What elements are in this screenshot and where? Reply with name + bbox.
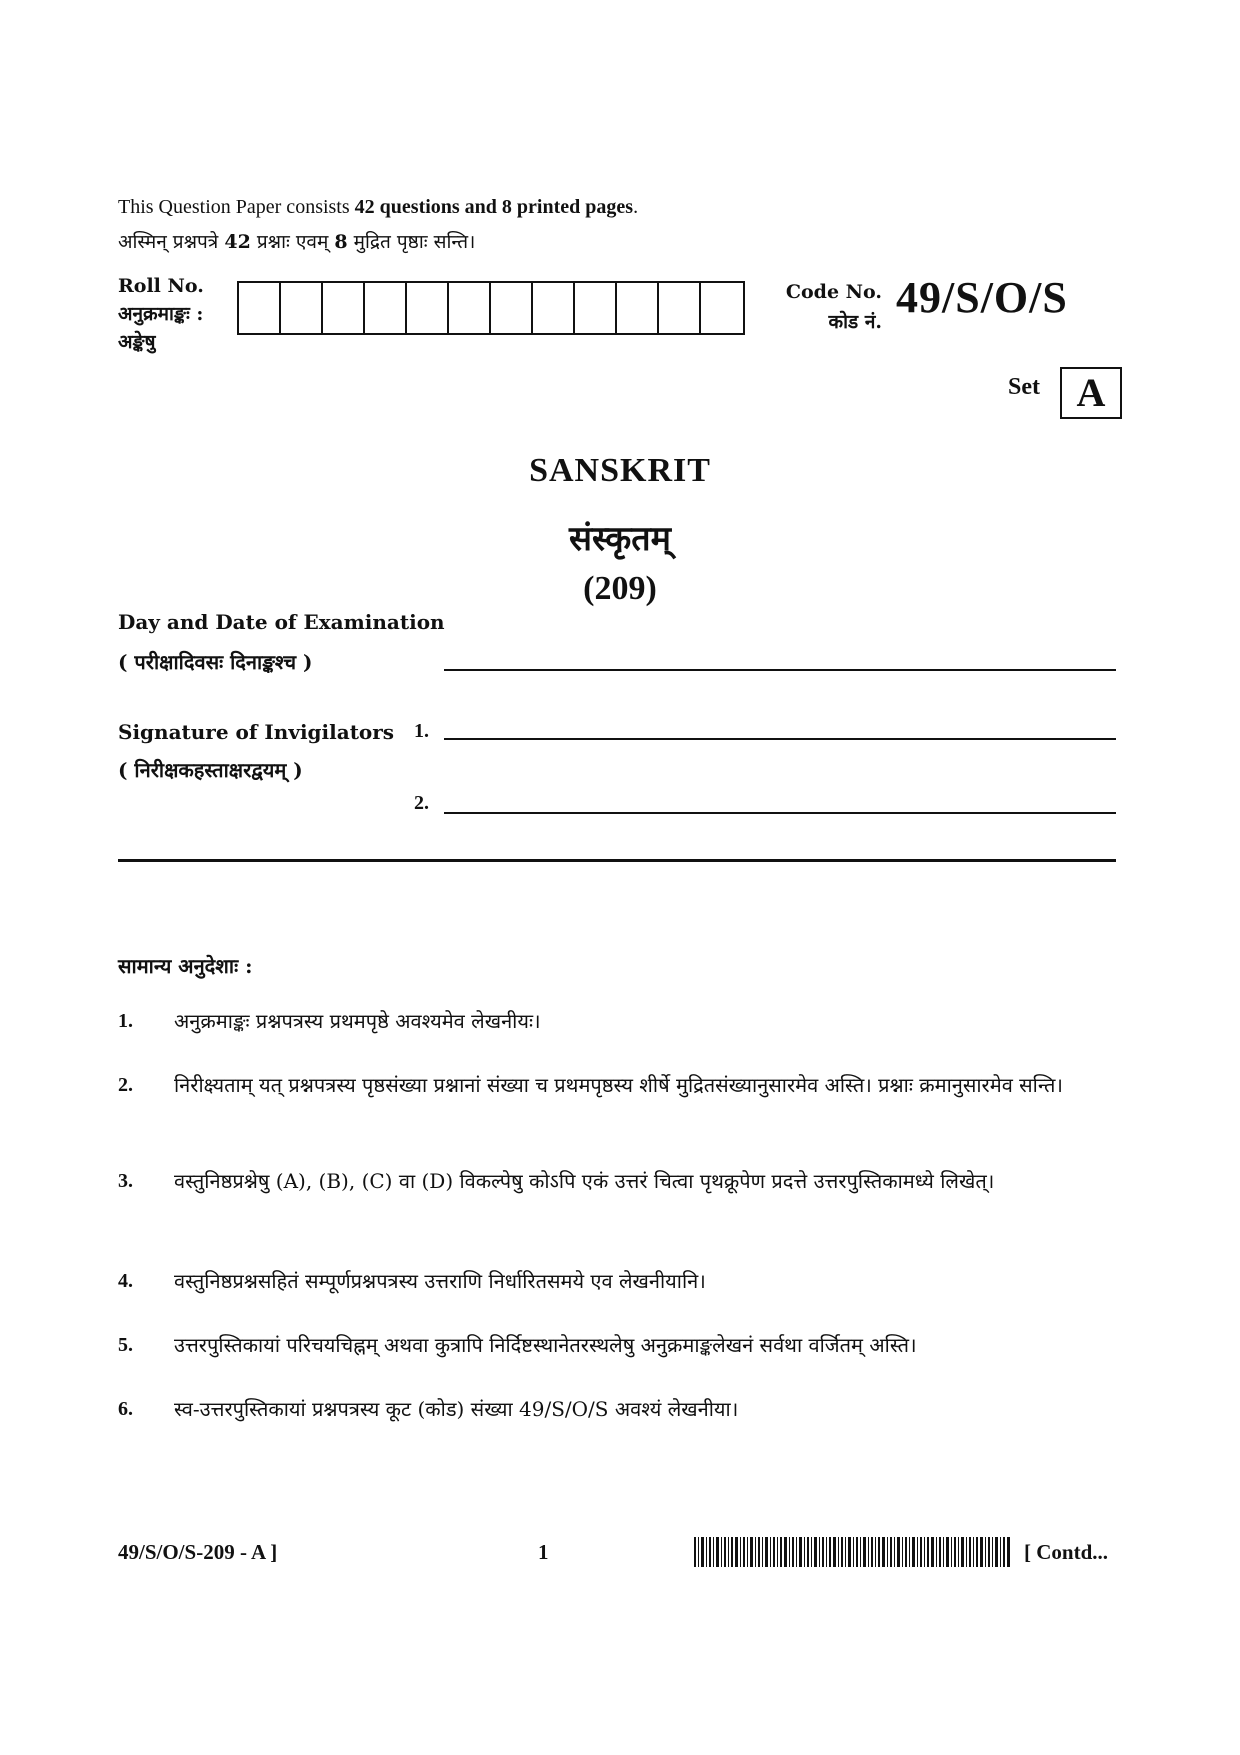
- roll-box[interactable]: [365, 283, 407, 333]
- instruction-item: [118, 1068, 1128, 1102]
- info-hi-end: मुद्रित पृष्ठाः सन्ति।: [347, 231, 476, 253]
- roll-box[interactable]: [323, 283, 365, 333]
- subject-code: (209): [583, 570, 657, 607]
- instruction-number: 2.: [118, 1074, 133, 1096]
- instruction-text: अनुक्रमाङ्कः प्रश्नपत्रस्य प्रथमपृष्ठे अवश्यमेव लेखनीयः।: [174, 1009, 541, 1033]
- instruction-number: 5.: [118, 1334, 133, 1356]
- instruction-item: [118, 1164, 1128, 1198]
- instruction-item: [118, 1392, 1128, 1426]
- roll-box[interactable]: [575, 283, 617, 333]
- signature-number-1: 1.: [414, 720, 429, 742]
- instruction-text: स्व-उत्तरपुस्तिकायां प्रश्नपत्रस्य कूट (कोड) संख्या 49/S/O/S अवश्यं लेखनीया।: [174, 1397, 739, 1421]
- instruction-item: [118, 1328, 1128, 1362]
- signature-line-1[interactable]: [444, 738, 1116, 740]
- instructions-heading: सामान्य अनुदेशाः :: [118, 954, 253, 978]
- roll-box[interactable]: [491, 283, 533, 333]
- instruction-number: 4.: [118, 1270, 133, 1292]
- info-hi-num1: 42: [224, 231, 251, 253]
- continued-label: [ Contd...: [1024, 1540, 1109, 1564]
- signature-line-2[interactable]: [444, 812, 1116, 814]
- roll-number-boxes[interactable]: [237, 281, 745, 335]
- section-divider: [118, 859, 1116, 862]
- instruction-text: निरीक्ष्यताम् यत् प्रश्नपत्रस्य पृष्ठसंख्या प्रश्नानां संख्या च प्रथमपृष्ठस्य शीर्षे मुद्रितसंख्यानुसारमेव अस्ति। प्रश्नाः क्रमानुसारमेव सन्ति।: [174, 1073, 1064, 1097]
- exam-date-label: Day and Date of Examination: [118, 610, 445, 634]
- signature-number-2: 2.: [414, 792, 429, 814]
- invigilator-signature-label-hi: ( निरीक्षकहस्ताक्षरद्वयम् ): [118, 758, 303, 782]
- info-hi-mid: प्रश्नाः एवम्: [250, 231, 335, 253]
- info-hi-text: अस्मिन् प्रश्नपत्रे: [118, 231, 225, 253]
- roll-box[interactable]: [533, 283, 575, 333]
- set-label: Set: [1008, 374, 1040, 400]
- exam-date-line[interactable]: [444, 669, 1116, 671]
- instruction-number: 1.: [118, 1010, 133, 1032]
- footer-paper-code: 49/S/O/S-209 - A ]: [118, 1540, 278, 1564]
- instruction-number: 6.: [118, 1398, 133, 1420]
- page-number: 1: [538, 1540, 549, 1564]
- info-end: .: [633, 196, 639, 218]
- roll-label-en: Roll No.: [118, 275, 204, 297]
- code-label-hi: कोड नं.: [828, 311, 882, 333]
- roll-box[interactable]: [281, 283, 323, 333]
- instruction-text: उत्तरपुस्तिकायां परिचयचिह्नम् अथवा कुत्रापि निर्दिष्टस्थानेतरस्थलेषु अनुक्रमाङ्कलेखनं सर्वथा वर्जितम् अस्ति।: [174, 1333, 917, 1357]
- instruction-number: 3.: [118, 1170, 133, 1192]
- code-label-en: Code No.: [785, 281, 882, 303]
- roll-box[interactable]: [407, 283, 449, 333]
- subject-title-hi: संस्कृतम्: [568, 519, 672, 559]
- code-number-label: [782, 277, 882, 337]
- barcode-icon: [694, 1537, 1014, 1567]
- instruction-text: वस्तुनिष्ठप्रश्नसहितं सम्पूर्णप्रश्नपत्रस्य उत्तराणि निर्धारितसमये एव लेखनीयानि।: [174, 1269, 706, 1293]
- question-paper-info-hindi: [118, 228, 475, 254]
- invigilator-signature-label: Signature of Invigilators: [118, 720, 395, 744]
- roll-label-hi2: अङ्केषु: [118, 331, 156, 353]
- subject-title-en: SANSKRIT: [529, 452, 711, 489]
- exam-date-label-hi: ( परीक्षादिवसः दिनाङ्कश्च ): [118, 650, 313, 674]
- set-value: A: [1060, 367, 1122, 419]
- roll-box[interactable]: [239, 283, 281, 333]
- info-text: This Question Paper consists: [118, 196, 355, 218]
- info-hi-num2: 8: [334, 231, 348, 253]
- info-counts: 42 questions and 8 printed pages: [354, 196, 634, 218]
- roll-box[interactable]: [617, 283, 659, 333]
- roll-label-hi: अनुक्रमाङ्कः :: [118, 303, 204, 325]
- code-number-value: 49/S/O/S: [896, 273, 1068, 322]
- question-paper-info: [118, 196, 638, 219]
- roll-number-label: [118, 272, 204, 356]
- roll-box[interactable]: [449, 283, 491, 333]
- instruction-item: [118, 1004, 1128, 1038]
- instruction-text: वस्तुनिष्ठप्रश्नेषु (A), (B), (C) वा (D) विकल्पेषु कोऽपि एकं उत्तरं चित्वा पृथक्रूपेण प्रदत्ते उत्तरपुस्तिकामध्ये लिखेत्।: [174, 1169, 995, 1193]
- instruction-item: [118, 1264, 1128, 1298]
- roll-box[interactable]: [659, 283, 701, 333]
- roll-box[interactable]: [701, 283, 743, 333]
